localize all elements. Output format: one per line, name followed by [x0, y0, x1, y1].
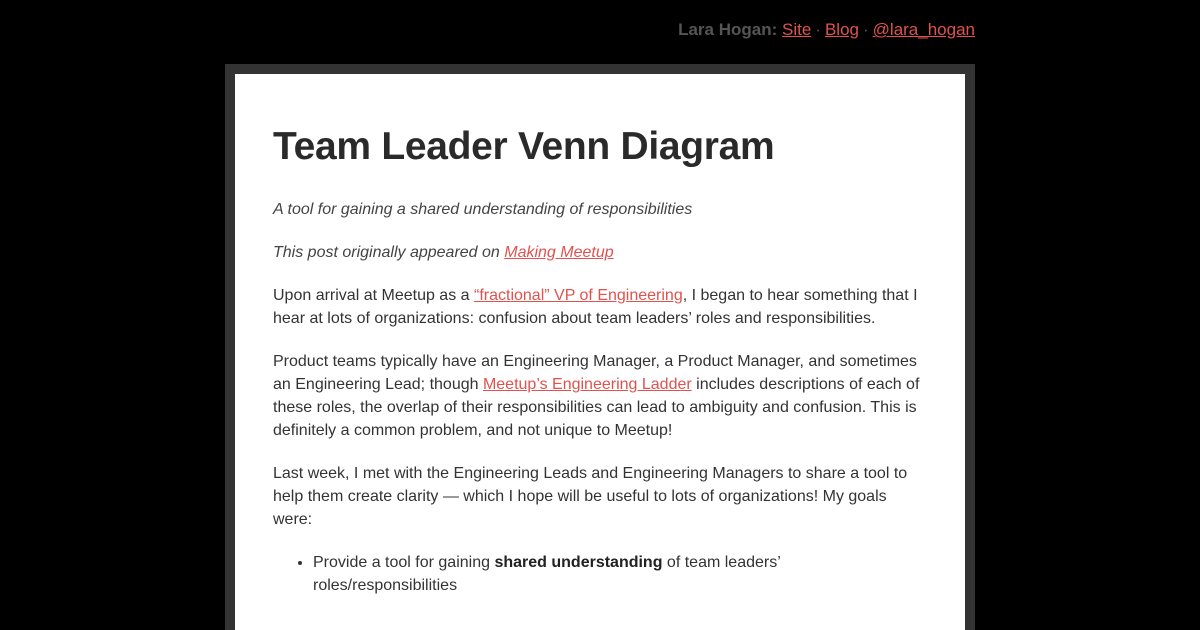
goals-list — [273, 551, 925, 597]
list-item — [313, 551, 925, 597]
paragraph-text: includes descriptions of each of these roles, the overlap of their responsibilities can lead to ambiguity and confusion. This is definitely a common problem, and not unique to Meetup! — [273, 376, 920, 439]
article-title: Team Leader Venn Diagram — [273, 125, 775, 168]
origin-prefix: This post originally appeared on — [273, 244, 505, 261]
separator-dot: · — [815, 20, 821, 39]
article-content — [273, 120, 925, 597]
article-subtitle: A tool for gaining a shared understanding of responsibilities — [273, 201, 693, 218]
site-link[interactable]: Site — [781, 20, 812, 39]
paragraph-text: , I began to hear something that I hear at lots of organizations: confusion about team leaders’ roles and responsibilities. — [273, 287, 918, 327]
blog-link[interactable]: Blog — [824, 20, 859, 39]
paragraph-product-teams — [273, 350, 925, 442]
paragraph-intro — [273, 284, 925, 330]
paragraph-text: Product teams typically have an Engineering Manager, a Product Manager, and sometimes an Engineering Lead; though — [273, 353, 917, 393]
twitter-link[interactable]: @lara_hogan — [872, 20, 975, 39]
site-header — [678, 19, 975, 41]
origin-note — [273, 241, 925, 264]
engineering-ladder-link[interactable]: Meetup’s Engineering Ladder — [482, 376, 692, 393]
list-item-text: Provide a tool for gaining — [313, 554, 495, 571]
fractional-vp-link[interactable]: “fractional” VP of Engineering — [474, 287, 683, 304]
author-name: Lara Hogan: — [678, 20, 778, 39]
list-item-bold: shared understanding — [494, 554, 663, 571]
paragraph-text: Upon arrival at Meetup as a — [273, 287, 474, 304]
paragraph-last-week: Last week, I met with the Engineering Leads and Engineering Managers to share a tool to help them create clarity — which I hope will be useful to lots of organizations! My goals were: — [273, 465, 908, 528]
list-item-text: of team leaders’ roles/responsibilities — [313, 554, 781, 594]
making-meetup-link[interactable]: Making Meetup — [504, 244, 614, 261]
separator-dot: · — [862, 20, 869, 39]
